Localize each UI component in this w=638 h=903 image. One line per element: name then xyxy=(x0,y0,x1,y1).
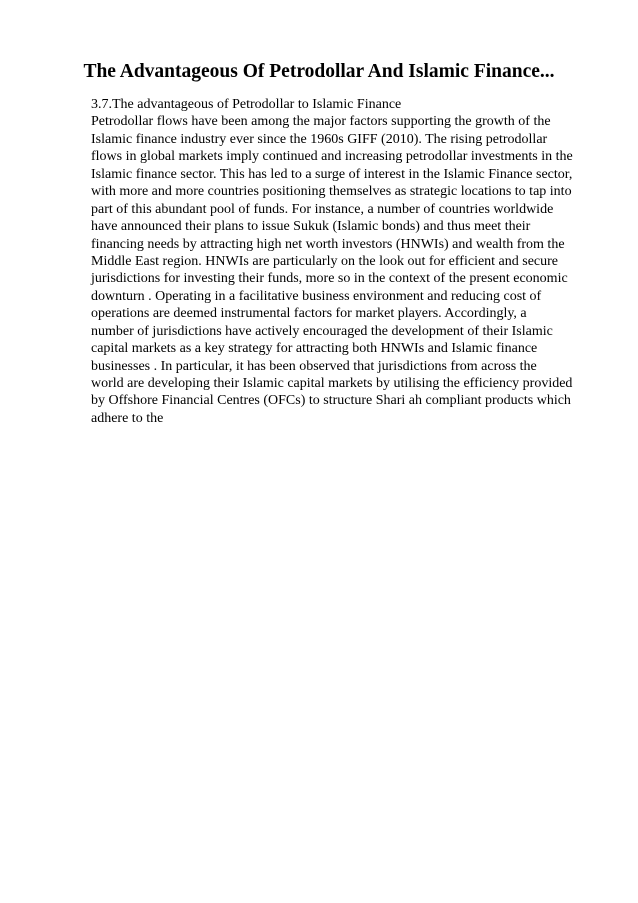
section-heading: 3.7.The advantageous of Petrodollar to Islamic Finance xyxy=(91,97,402,112)
body-line: with more and more countries positioning themselves as strategic locations to tap into xyxy=(91,184,572,200)
body-line: Petrodollar flows have been among the major factors supporting the growth of the xyxy=(91,114,551,130)
body-line: Middle East region. HNWIs are particularly on the look out for efficient and secure xyxy=(91,253,559,269)
body-line: financing needs by attracting high net worth investors (HNWIs) and wealth from the xyxy=(91,236,565,252)
document-body xyxy=(91,96,591,427)
body-line: number of jurisdictions have actively encouraged the development of their Islamic xyxy=(91,323,553,339)
body-line: capital markets as a key strategy for attracting both HNWIs and Islamic finance xyxy=(91,341,538,357)
body-line: flows in global markets imply continued and increasing petrodollar investments in the xyxy=(91,149,573,165)
body-line: jurisdictions for investing their funds, more so in the context of the present economic xyxy=(91,271,568,287)
document-title: The Advantageous Of Petrodollar And Islamic Finance... xyxy=(83,61,555,82)
body-line: world are developing their Islamic capital markets by utilising the efficiency provided xyxy=(91,376,573,391)
body-line: Islamic finance industry ever since the 1960s GIFF (2010). The rising petrodollar xyxy=(91,131,548,147)
body-line: operations are deemed instrumental factors for market players. Accordingly, a xyxy=(91,306,527,322)
body-line: Islamic finance sector. This has led to a surge of interest in the Islamic Finance sector, xyxy=(91,166,573,182)
body-line: businesses . In particular, it has been observed that jurisdictions from across the xyxy=(91,358,537,374)
body-line: have announced their plans to issue Sukuk (Islamic bonds) and thus meet their xyxy=(91,219,531,235)
body-line: part of this abundant pool of funds. For instance, a number of countries worldwide xyxy=(91,201,554,217)
body-line: downturn . Operating in a facilitative business environment and reducing cost of xyxy=(91,288,542,304)
body-line: adhere to the xyxy=(91,410,164,426)
body-line: by Offshore Financial Centres (OFCs) to structure Shari ah compliant products which xyxy=(91,393,571,409)
